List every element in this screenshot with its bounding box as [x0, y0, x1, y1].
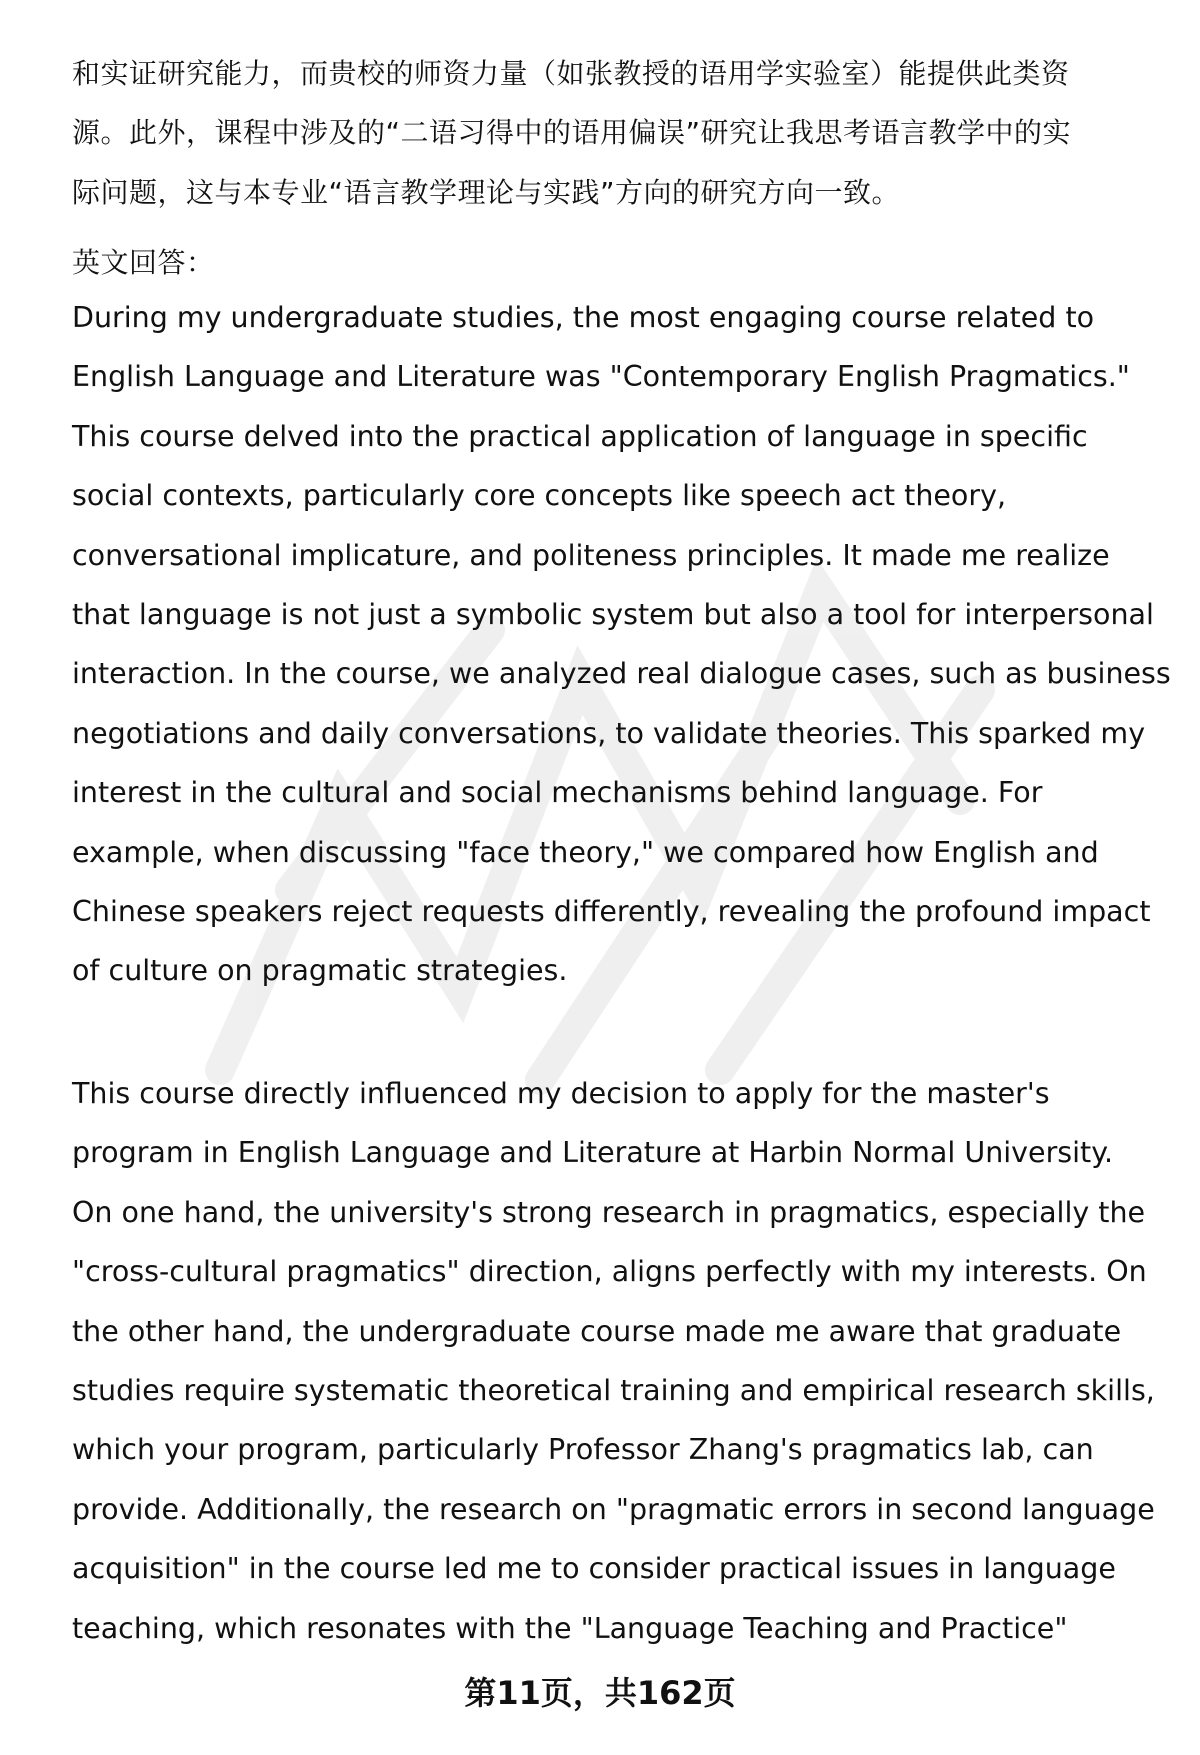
- section-label: 英文回答：: [72, 246, 215, 279]
- chinese-continuation-paragraph: [72, 44, 1162, 222]
- text-line: "cross-cultural pragmatics" direction, aligns perfectly with my interests. On: [72, 1255, 1147, 1289]
- text-line: which your program, particularly Professor Zhang's pragmatics lab, can: [72, 1433, 1094, 1467]
- text-line: During my undergraduate studies, the most engaging course related to: [72, 301, 1095, 334]
- text-line: This course delved into the practical application of language in specific: [72, 419, 1088, 453]
- text-line: the other hand, the undergraduate course made me aware that graduate: [72, 1314, 1122, 1348]
- text-line: acquisition" in the course led me to consider practical issues in language: [72, 1552, 1116, 1586]
- text-line: negotiations and daily conversations, to validate theories. This sparked my: [72, 716, 1146, 750]
- english-paragraph-2: [72, 1064, 1162, 1658]
- text-line: 际问题，这与本专业“语言教学理论与实践”方向的研究方向一致。: [72, 175, 901, 209]
- text-line: interest in the cultural and social mechanisms behind language. For: [72, 776, 1043, 810]
- text-line: of culture on pragmatic strategies.: [72, 954, 568, 988]
- text-line: that language is not just a symbolic system but also a tool for interpersonal: [72, 598, 1154, 632]
- text-line: English Language and Literature was "Contemporary English Pragmatics.": [72, 360, 1130, 394]
- text-line: Chinese speakers reject requests differently, revealing the profound impact: [72, 895, 1151, 929]
- text-line: interaction. In the course, we analyzed real dialogue cases, such as business: [72, 657, 1171, 691]
- text-line: conversational implicature, and politeness principles. It made me realize: [72, 538, 1110, 572]
- text-line: 和实证研究能力，而贵校的师资力量（如张教授的语用学实验室）能提供此类资: [72, 57, 1070, 90]
- text-line: social contexts, particularly core concepts like speech act theory,: [72, 479, 1007, 513]
- text-line: 源。此外，课程中涉及的“二语习得中的语用偏误”研究让我思考语言教学中的实: [72, 116, 1072, 150]
- text-line: teaching, which resonates with the "Language Teaching and Practice": [72, 1611, 1068, 1645]
- text-line: On one hand, the university's strong research in pragmatics, especially the: [72, 1195, 1146, 1229]
- page-number: 第11页，共162页: [464, 1674, 736, 1712]
- english-paragraph-1: [72, 288, 1171, 1001]
- text-line: This course directly influenced my decision to apply for the master's: [72, 1077, 1050, 1110]
- text-line: studies require systematic theoretical training and empirical research skills,: [72, 1374, 1155, 1408]
- text-line: example, when discussing "face theory," we compared how English and: [72, 835, 1099, 869]
- text-line: provide. Additionally, the research on "pragmatic errors in second language: [72, 1492, 1155, 1526]
- english-answer-label: [72, 233, 1162, 292]
- text-line: program in English Language and Literature at Harbin Normal University.: [72, 1136, 1114, 1170]
